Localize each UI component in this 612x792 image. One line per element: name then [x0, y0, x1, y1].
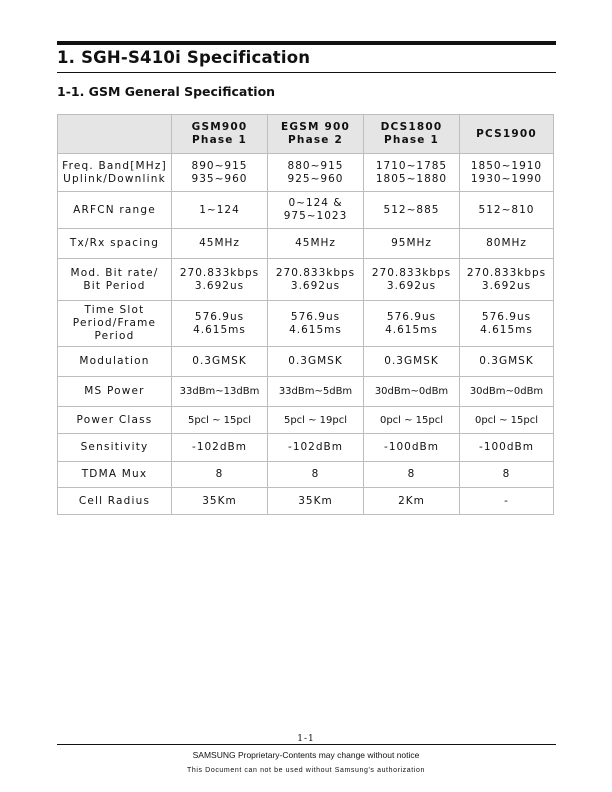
table-cell: -100dBm	[364, 434, 460, 462]
table-cell: -100dBm	[460, 434, 554, 462]
table-cell: 270.833kbps 3.692us	[268, 259, 364, 301]
page-number: 1-1	[297, 734, 315, 744]
table-cell: 270.833kbps 3.692us	[172, 259, 268, 301]
title-rule	[57, 72, 556, 73]
row-label: Mod. Bit rate/ Bit Period	[58, 259, 172, 301]
gsm-spec-table	[57, 114, 554, 515]
footer-authorization: This Document can not be used without Samsung's authorization	[187, 767, 425, 774]
table-row-ms-power	[58, 377, 554, 407]
table-cell: 2Km	[364, 488, 460, 515]
header-dcs1800: DCS1800 Phase 1	[364, 115, 460, 154]
table-cell: 0pcl ~ 15pcl	[460, 407, 554, 434]
row-label: Cell Radius	[58, 488, 172, 515]
row-label: TDMA Mux	[58, 462, 172, 488]
table-cell: 95MHz	[364, 229, 460, 259]
table-cell: 0.3GMSK	[460, 347, 554, 377]
table-cell: 1710~1785 1805~1880	[364, 154, 460, 192]
table-cell: 35Km	[268, 488, 364, 515]
table-cell: -	[460, 488, 554, 515]
page-title: 1. SGH-S410i Specification	[57, 48, 311, 67]
table-row-mod-bit-rate	[58, 259, 554, 301]
footer-notice: SAMSUNG Proprietary-Contents may change without notice	[192, 750, 420, 760]
table-cell: -102dBm	[268, 434, 364, 462]
top-rule	[57, 41, 556, 45]
table-cell: 8	[172, 462, 268, 488]
table-cell: 45MHz	[172, 229, 268, 259]
row-label: Tx/Rx spacing	[58, 229, 172, 259]
table-row-arfcn	[58, 192, 554, 229]
table-header-row	[58, 115, 554, 154]
table-cell: -102dBm	[172, 434, 268, 462]
row-label: Freq. Band[MHz] Uplink/Downlink	[58, 154, 172, 192]
table-cell: 576.9us 4.615ms	[460, 301, 554, 347]
table-cell: 5pcl ~ 19pcl	[268, 407, 364, 434]
header-pcs1900: PCS1900	[460, 115, 554, 154]
row-label: Sensitivity	[58, 434, 172, 462]
table-cell: 80MHz	[460, 229, 554, 259]
table-cell: 0.3GMSK	[364, 347, 460, 377]
table-cell: 0.3GMSK	[172, 347, 268, 377]
table-cell: 33dBm~13dBm	[172, 377, 268, 407]
table-cell: 1~124	[172, 192, 268, 229]
header-corner-cell	[58, 115, 172, 154]
table-cell: 8	[460, 462, 554, 488]
row-label: MS Power	[58, 377, 172, 407]
row-label: ARFCN range	[58, 192, 172, 229]
table-cell: 576.9us 4.615ms	[268, 301, 364, 347]
row-label: Power Class	[58, 407, 172, 434]
table-cell: 270.833kbps 3.692us	[364, 259, 460, 301]
table-cell: 30dBm~0dBm	[460, 377, 554, 407]
table-cell: 890~915 935~960	[172, 154, 268, 192]
header-egsm900: EGSM 900 Phase 2	[268, 115, 364, 154]
header-gsm900: GSM900 Phase 1	[172, 115, 268, 154]
table-cell: 8	[268, 462, 364, 488]
table-cell: 30dBm~0dBm	[364, 377, 460, 407]
table-cell: 512~810	[460, 192, 554, 229]
table-row-power-class	[58, 407, 554, 434]
table-cell: 8	[364, 462, 460, 488]
table-cell: 5pcl ~ 15pcl	[172, 407, 268, 434]
table-cell: 1850~1910 1930~1990	[460, 154, 554, 192]
table-row-tdma-mux	[58, 462, 554, 488]
table-row-time-slot	[58, 301, 554, 347]
row-label: Time Slot Period/Frame Period	[58, 301, 172, 347]
section-title: 1-1. GSM General Specification	[57, 84, 276, 99]
table-cell: 45MHz	[268, 229, 364, 259]
footer-rule	[57, 744, 556, 745]
table-cell: 270.833kbps 3.692us	[460, 259, 554, 301]
table-cell: 576.9us 4.615ms	[172, 301, 268, 347]
table-row-freq-band	[58, 154, 554, 192]
table-cell: 0~124 & 975~1023	[268, 192, 364, 229]
table-cell: 0pcl ~ 15pcl	[364, 407, 460, 434]
table-cell: 512~885	[364, 192, 460, 229]
table-row-modulation	[58, 347, 554, 377]
table-cell: 33dBm~5dBm	[268, 377, 364, 407]
table-row-sensitivity	[58, 434, 554, 462]
table-cell: 35Km	[172, 488, 268, 515]
row-label: Modulation	[58, 347, 172, 377]
table-row-cell-radius	[58, 488, 554, 515]
table-cell: 0.3GMSK	[268, 347, 364, 377]
table-cell: 576.9us 4.615ms	[364, 301, 460, 347]
table-row-tx-rx-spacing	[58, 229, 554, 259]
table-cell: 880~915 925~960	[268, 154, 364, 192]
